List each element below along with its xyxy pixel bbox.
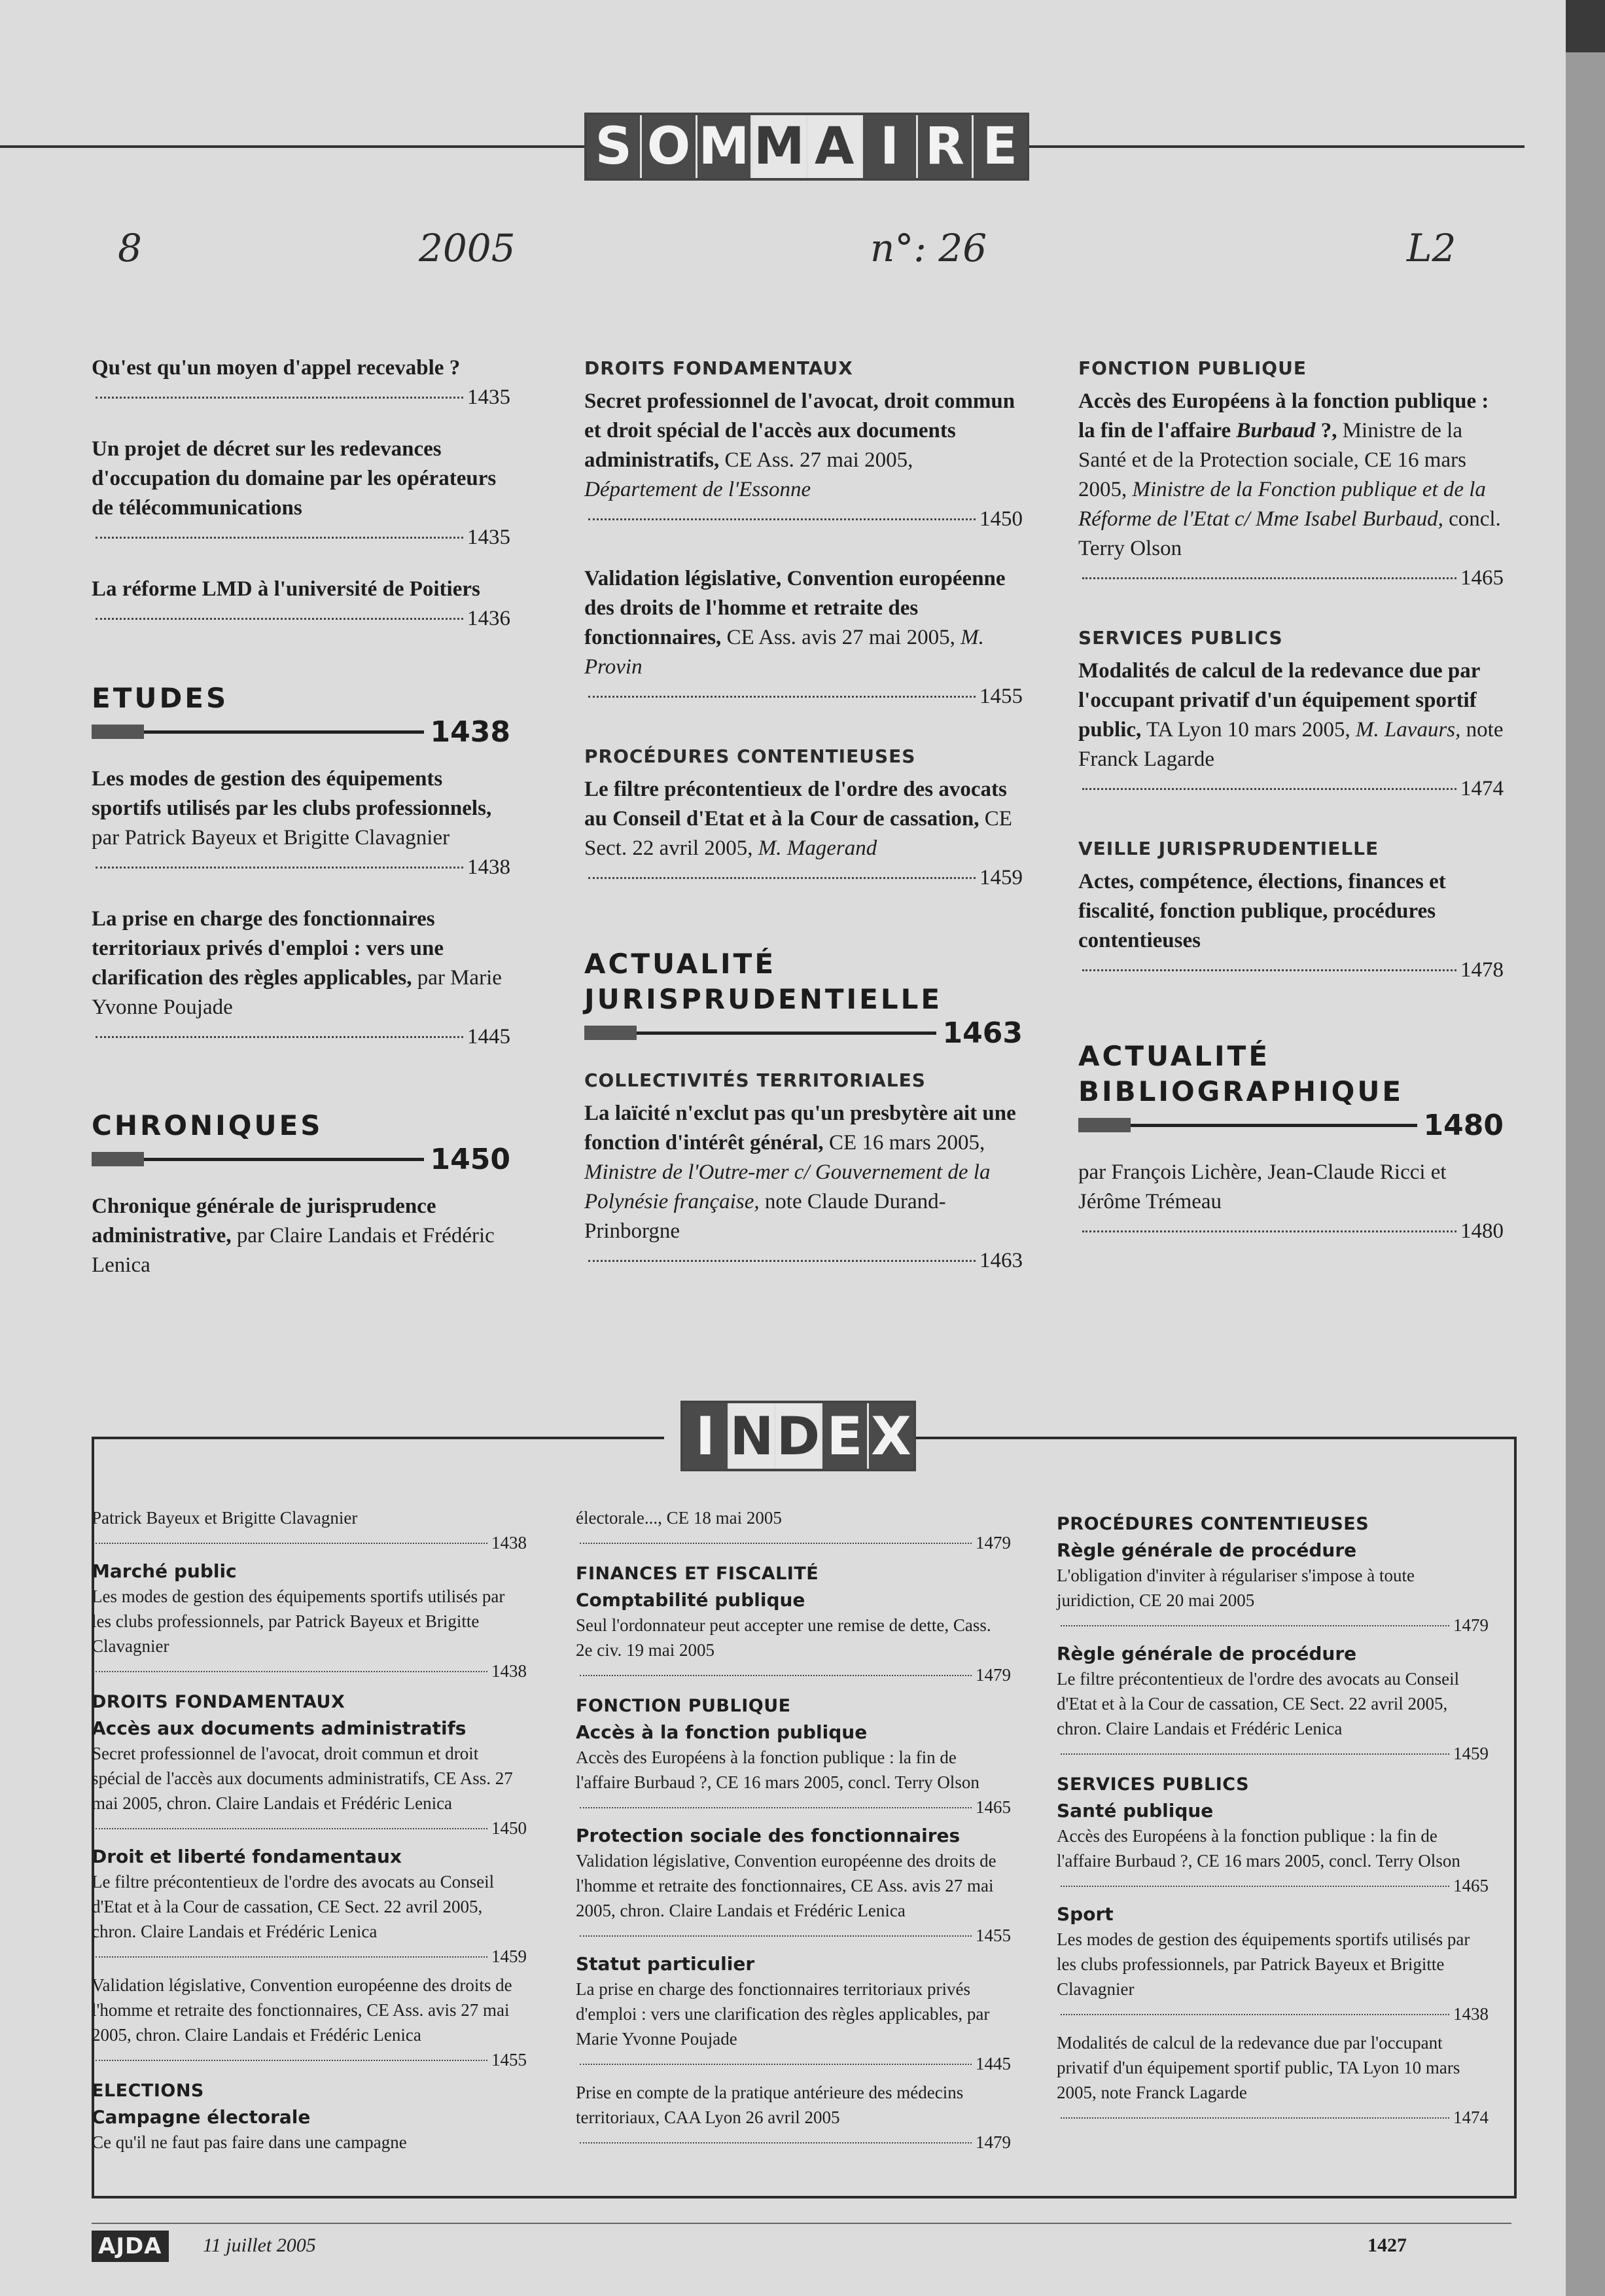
- entry-leader: [584, 863, 1023, 893]
- banner-letter: S: [587, 115, 642, 178]
- index-category: SERVICES PUBLICS: [1057, 1774, 1250, 1795]
- entry-body: [584, 387, 1023, 505]
- rubric: COLLECTIVITÉS TERRITORIALES: [584, 1069, 926, 1091]
- page-edge: [1566, 0, 1605, 2296]
- index-entry-page: 1459: [1453, 1744, 1489, 1763]
- entry-title: La prise en charge des fonctionnaires territoriaux privés d'emploi : vers une clarification des règles applicables,: [92, 907, 444, 990]
- entry-body: [584, 775, 1023, 863]
- dot-leader: [1061, 2117, 1449, 2119]
- section-bar: [584, 1016, 1023, 1050]
- index-entry-page: 1438: [491, 1661, 527, 1681]
- entry-parties: Ministre de l'Outre-mer c/ Gouvernement de la Polynésie française,: [584, 1160, 991, 1213]
- entry-leader: [576, 1530, 1011, 1555]
- index-entry-text: Accès des Européens à la fonction publique : la fin de l'affaire Burbaud ?, CE 16 mars 2005, concl. Terry Olson: [576, 1748, 979, 1792]
- entry-page: 1438: [467, 855, 510, 879]
- entry-leader: [576, 1662, 1011, 1687]
- sommaire-column-2: [584, 353, 1023, 1298]
- entry-page: 1445: [467, 1025, 510, 1049]
- dot-leader: [96, 1828, 487, 1829]
- index-category: DROITS FONDAMENTAUX: [92, 1692, 345, 1712]
- toc-entry[interactable]: [1078, 623, 1504, 804]
- entry-leader: [92, 1816, 527, 1840]
- section-title-line2: JURISPRUDENTIELLE: [584, 983, 943, 1015]
- chroniques-entries: [92, 1192, 510, 1280]
- entry-title: La laïcité n'exclut pas qu'un presbytère ait une fonction d'intérêt général,: [584, 1102, 1016, 1155]
- entry-leader: [92, 2047, 527, 2072]
- entry-text: TA Lyon 10 mars 2005,: [1141, 718, 1356, 742]
- entry-page: 1450: [979, 507, 1023, 531]
- entry-body: [1078, 867, 1504, 956]
- rubric: DROITS FONDAMENTAUX: [584, 357, 853, 379]
- entry-page: 1435: [467, 526, 510, 549]
- section-page-number: 1463: [942, 1016, 1023, 1050]
- entry-author: note Claude Durand-Prinborgne: [584, 1190, 946, 1243]
- entry-title: La réforme LMD à l'université de Poitiers: [92, 577, 480, 601]
- index-entry-text: électorale..., CE 18 mai 2005: [576, 1508, 782, 1528]
- index-banner: [680, 1401, 916, 1471]
- index-entry-text: Les modes de gestion des équipements sportifs utilisés par les clubs professionnels, par Patrick Bayeux et Brigitte Clavagnier: [1057, 1929, 1470, 1999]
- entry-body: [1078, 387, 1504, 564]
- index-entry-text: Seul l'ordonnateur peut accepter une remise de dette, Cass. 2e civ. 19 mai 2005: [576, 1615, 991, 1660]
- index-entry-page: 1465: [976, 1797, 1011, 1817]
- index-entry[interactable]: [92, 1973, 527, 2072]
- entry-parties: M. Provin: [584, 626, 984, 679]
- index-category: FONCTION PUBLIQUE: [576, 1696, 791, 1716]
- dot-leader: [580, 1935, 972, 1937]
- index-entry-text: Accès des Européens à la fonction publique : la fin de l'affaire Burbaud ?, CE 16 mars 2005, concl. Terry Olson: [1057, 1826, 1460, 1871]
- index-entry-page: 1465: [1453, 1876, 1489, 1895]
- index-entry[interactable]: [576, 1505, 1011, 1555]
- index-entry-page: 1455: [976, 1926, 1011, 1945]
- entry-title: Validation législative, Convention européenne des droits de l'homme et retraite des fonctionnaires,: [584, 567, 1006, 649]
- section-page-number: 1450: [430, 1142, 510, 1176]
- toc-entry[interactable]: [92, 905, 510, 1052]
- index-subcategory: Statut particulier: [576, 1953, 755, 1975]
- index-entry[interactable]: [1057, 1823, 1489, 1898]
- dot-leader: [1061, 2014, 1449, 2015]
- entry-leader: [576, 1923, 1011, 1948]
- entry-leader: [92, 1530, 527, 1555]
- index-subcategory: Accès aux documents administratifs: [92, 1717, 467, 1739]
- footer-rule: [92, 2223, 1511, 2224]
- banner-letter: R: [918, 115, 973, 178]
- dot-leader: [588, 696, 976, 698]
- toc-entry[interactable]: [584, 564, 1023, 711]
- index-entry-page: 1479: [976, 1665, 1011, 1685]
- index-subcategory: Protection sociale des fonctionnaires: [576, 1825, 961, 1846]
- entry-line: [92, 1192, 510, 1280]
- etudes-section: [92, 681, 510, 1052]
- index-entry[interactable]: [576, 1848, 1011, 1948]
- banner-letter: O: [642, 115, 697, 178]
- page-corner: [1566, 0, 1605, 52]
- entry-body: [92, 435, 510, 523]
- entry-leader: [1057, 1741, 1489, 1766]
- dot-leader: [1082, 788, 1456, 790]
- entry-parties: Ministre de la Fonction publique et de la Réforme de l'Etat c/ Mme Isabel Burbaud,: [1078, 478, 1486, 531]
- toc-entry[interactable]: [1078, 353, 1504, 593]
- dot-leader: [96, 1543, 487, 1544]
- index-entry[interactable]: [576, 2080, 1011, 2155]
- entry-leader: [576, 1795, 1011, 1820]
- entry-leader: [1057, 1613, 1489, 1638]
- entry-leader: [1078, 774, 1504, 804]
- dot-leader: [96, 537, 463, 539]
- entry-leader: [92, 853, 510, 882]
- entry-leader: [92, 1022, 510, 1052]
- dot-leader: [96, 1671, 487, 1672]
- etudes-entries: [92, 764, 510, 1052]
- banner-letter: M: [697, 115, 752, 178]
- index-entry[interactable]: [92, 1869, 527, 1969]
- index-entry-page: 1450: [491, 1818, 527, 1838]
- entry-title: Modalités de calcul de la redevance due par l'occupant privatif d'un équipement sportif public,: [1078, 659, 1480, 742]
- section-title: ETUDES: [92, 682, 229, 714]
- entry-title-italic: Burbaud: [1236, 419, 1316, 442]
- rubric: PROCÉDURES CONTENTIEUSES: [584, 745, 916, 767]
- entry-page: 1463: [979, 1249, 1023, 1272]
- entry-leader: [1057, 2105, 1489, 2130]
- dot-leader: [1082, 969, 1456, 971]
- index-entry-page: 1438: [1453, 2004, 1489, 2024]
- dot-leader: [1061, 1886, 1449, 1887]
- index-column-3: [1057, 1505, 1489, 2134]
- banner-letter: A: [808, 115, 863, 178]
- dot-leader: [96, 397, 463, 399]
- index-entry[interactable]: [92, 1741, 527, 1840]
- index-entry-page: 1474: [1453, 2108, 1489, 2127]
- index-entry-page: 1479: [976, 2132, 1011, 2152]
- entry-line: [92, 353, 510, 383]
- index-frame-top: [916, 1437, 1514, 1439]
- banner-letter: N: [730, 1403, 776, 1469]
- index-entry-page: 1445: [976, 2054, 1011, 2073]
- dot-leader: [96, 1036, 463, 1038]
- entry-body: [1078, 656, 1504, 774]
- section-title: CHRONIQUES: [92, 1109, 323, 1141]
- index-entry[interactable]: [92, 1505, 527, 1555]
- dot-leader: [580, 2142, 972, 2144]
- index-subcategory: Santé publique: [1057, 1800, 1214, 1821]
- entry-title: Les modes de gestion des équipements sportifs utilisés par les clubs professionnels,: [92, 767, 492, 820]
- index-subcategory: Règle générale de procédure: [1057, 1643, 1357, 1664]
- entry-body: [92, 905, 510, 1022]
- entry-leader: [92, 1659, 527, 1683]
- jurisprudence-blocks: [584, 353, 1023, 893]
- entry-title: Secret professionnel de l'avocat, droit commun et droit spécial de l'accès aux documents administratifs,: [584, 389, 1015, 472]
- page-footer: [92, 2231, 1511, 2270]
- entry-leader: [584, 682, 1023, 711]
- dot-leader: [1082, 577, 1456, 579]
- sommaire-column-3: [1078, 353, 1504, 1268]
- toc-entry[interactable]: [92, 575, 510, 634]
- handwritten-note: L2: [1407, 226, 1456, 270]
- brief-entries: [92, 353, 510, 634]
- index-subcategory: Marché public: [92, 1560, 237, 1582]
- toc-entry[interactable]: [92, 435, 510, 552]
- entry-page: 1478: [1460, 958, 1504, 982]
- entry-parties: Département de l'Essonne: [584, 478, 811, 501]
- entry-leader: [1078, 564, 1504, 593]
- index-subcategory: Accès à la fonction publique: [576, 1721, 868, 1743]
- section-bar: [92, 715, 510, 749]
- index-entry-page: 1438: [491, 1533, 527, 1552]
- index-column-1: [92, 1505, 527, 2159]
- entry-leader: [1078, 956, 1504, 985]
- index-entry[interactable]: [576, 1977, 1011, 2076]
- sommaire-banner: [584, 113, 1029, 181]
- index-entry-page: 1459: [491, 1946, 527, 1966]
- entry-line: [92, 435, 510, 523]
- section-title-line1: ACTUALITÉ: [584, 948, 777, 980]
- dot-leader: [1061, 1625, 1449, 1626]
- index-entry[interactable]: [576, 1745, 1011, 1820]
- dot-leader: [580, 1543, 972, 1544]
- toc-entry[interactable]: [92, 1192, 510, 1280]
- entry-body: [92, 353, 460, 383]
- entry-body: [584, 564, 1023, 682]
- entry-body: [92, 764, 510, 853]
- journal-logo: AJDA: [92, 2231, 169, 2262]
- chroniques-section: [92, 1108, 510, 1280]
- index-subcategory: Sport: [1057, 1903, 1114, 1925]
- index-category: PROCÉDURES CONTENTIEUSES: [1057, 1514, 1369, 1534]
- entry-leader: [92, 383, 510, 412]
- toc-entry[interactable]: [92, 764, 510, 882]
- entry-leader: [92, 523, 510, 552]
- entry-line: [92, 575, 510, 604]
- index-entry[interactable]: [1057, 2030, 1489, 2130]
- entry-leader: [584, 505, 1023, 534]
- actualite-jurisprudentielle-section: [584, 946, 1023, 1276]
- banner-letter: E: [822, 1403, 869, 1469]
- entry-text: par François Lichère, Jean-Claude Ricci et Jérôme Trémeau: [1078, 1160, 1447, 1213]
- entry-leader: [576, 2051, 1011, 2076]
- entry-text: par Patrick Bayeux et Brigitte Clavagnier: [92, 826, 450, 850]
- index-entry-text: Le filtre précontentieux de l'ordre des avocats au Conseil d'Etat et à la Cour de cassation, CE Sect. 22 avril 2005, chron. Claire Landais et Frédéric Lenica: [92, 1872, 495, 1941]
- toc-entry[interactable]: [92, 353, 510, 412]
- toc-entry[interactable]: [584, 353, 1023, 534]
- section-title-line1: ACTUALITÉ: [1078, 1040, 1271, 1072]
- index-entry-text: Prise en compte de la pratique antérieure des médecins territoriaux, CAA Lyon 26 avril 2005: [576, 2083, 964, 2127]
- entry-body: [92, 1192, 510, 1280]
- dot-leader: [580, 1675, 972, 1676]
- rubric: VEILLE JURISPRUDENTIELLE: [1078, 838, 1379, 859]
- entry-leader: [92, 1944, 527, 1969]
- index-entry-page: 1479: [976, 1533, 1011, 1552]
- dot-leader: [1061, 1753, 1449, 1755]
- index-column-2: [576, 1505, 1011, 2159]
- index-entry-text: Validation législative, Convention européenne des droits de l'homme et retraite des fonctionnaires, CE Ass. avis 27 mai 2005, chron. Claire Landais et Frédéric Lenica: [92, 1975, 512, 2045]
- handwritten-note: 2005: [419, 226, 516, 270]
- toc-entry[interactable]: [584, 1099, 1023, 1276]
- sommaire-column-1: [92, 353, 510, 1302]
- index-entry-text: L'obligation d'inviter à régulariser s'impose à toute juridiction, CE 20 mai 2005: [1057, 1566, 1415, 1610]
- jurisprudence-blocks: [1078, 353, 1504, 985]
- index-subcategory: Campagne électorale: [92, 2106, 311, 2128]
- entry-title: Qu'est qu'un moyen d'appel recevable ?: [92, 356, 461, 380]
- entry-text: Ministre de la Santé et de la Protection sociale, CE 16 mars 2005,: [1078, 419, 1466, 501]
- dot-leader: [96, 1956, 487, 1958]
- entry-page: 1459: [979, 866, 1023, 889]
- entry-leader: [1057, 1873, 1489, 1898]
- entry-page: 1435: [467, 386, 510, 409]
- entry-leader: [92, 604, 510, 634]
- index-category: FINANCES ET FISCALITÉ: [576, 1564, 819, 1584]
- handwritten-note: 8: [118, 226, 142, 270]
- entry-page: 1455: [979, 685, 1023, 708]
- toc-entry[interactable]: [584, 742, 1023, 893]
- index-subcategory: Droit et liberté fondamentaux: [92, 1846, 402, 1867]
- entry-page: 1465: [1460, 566, 1504, 590]
- dot-leader: [580, 2064, 972, 2065]
- dot-leader: [588, 877, 976, 879]
- index-entry-text: Modalités de calcul de la redevance due par l'occupant privatif d'un équipement sportif public, TA Lyon 10 mars 2005, note Franck Lagarde: [1057, 2033, 1460, 2102]
- entry-leader: [1057, 2001, 1489, 2026]
- index-entry-text: Les modes de gestion des équipements sportifs utilisés par les clubs professionnels, par Patrick Bayeux et Brigitte Clavagnier: [92, 1587, 505, 1656]
- entry-line: [92, 764, 510, 853]
- index-frame-top: [92, 1437, 664, 1439]
- banner-letter: X: [869, 1403, 913, 1469]
- index-entry[interactable]: [1057, 1563, 1489, 1638]
- index-entry-page: 1479: [1453, 1615, 1489, 1635]
- index-entry-text: Validation législative, Convention européenne des droits de l'homme et retraite des fonctionnaires, CE Ass. avis 27 mai 2005, chron. Claire Landais et Frédéric Lenica: [576, 1851, 997, 1920]
- index-entry[interactable]: [92, 2130, 527, 2155]
- entry-title-end: ?,: [1315, 419, 1337, 442]
- section-page-number: 1438: [430, 715, 510, 749]
- banner-letter: I: [683, 1403, 730, 1469]
- actualite-bibliographique-section: [1078, 1039, 1504, 1246]
- dot-leader: [588, 518, 976, 520]
- index-entry-text: Secret professionnel de l'avocat, droit commun et droit spécial de l'accès aux documents administratifs, CE Ass. 27 mai 2005, chron. Claire Landais et Frédéric Lenica: [92, 1744, 513, 1813]
- toc-entry[interactable]: [1078, 1158, 1504, 1246]
- page-number: 1427: [1367, 2234, 1407, 2256]
- index-category: ELECTIONS: [92, 2081, 204, 2101]
- entry-text: par Marie Yvonne Poujade: [92, 966, 502, 1019]
- index-entry[interactable]: [1057, 1666, 1489, 1766]
- entry-page: 1474: [1460, 777, 1504, 800]
- index-entry-text: La prise en charge des fonctionnaires territoriaux privés d'emploi : vers une clarification des règles applicables, par Marie Yvonne Poujade: [576, 1979, 990, 2049]
- rubric: SERVICES PUBLICS: [1078, 627, 1283, 649]
- section-title-line2: BIBLIOGRAPHIQUE: [1078, 1075, 1404, 1107]
- issue-date: 11 juillet 2005: [203, 2234, 316, 2256]
- entry-text: CE 16 mars 2005,: [823, 1131, 985, 1155]
- entry-title: Chronique générale de jurisprudence administrative,: [92, 1194, 436, 1247]
- entry-title: Le filtre précontentieux de l'ordre des avocats au Conseil d'Etat et à la Cour de cassation,: [584, 778, 1007, 831]
- entry-page: 1480: [1460, 1219, 1504, 1243]
- entry-text: CE Sect. 22 avril 2005,: [584, 807, 1012, 860]
- entry-text: CE Ass. 27 mai 2005,: [719, 448, 913, 472]
- entry-parties: M. Magerand: [758, 836, 877, 860]
- index-subcategory: Règle générale de procédure: [1057, 1539, 1357, 1561]
- banner-letter: D: [776, 1403, 822, 1469]
- banner-letter: M: [752, 115, 807, 178]
- entry-text: CE Ass. avis 27 mai 2005,: [721, 626, 961, 649]
- section-page-number: 1480: [1423, 1108, 1504, 1142]
- entry-author: concl. Terry Olson: [1078, 507, 1501, 560]
- banner-letter: I: [863, 115, 918, 178]
- entry-title: Accès des Européens à la fonction publique : la fin de l'affaire: [1078, 389, 1489, 442]
- entry-leader: [576, 2130, 1011, 2155]
- banner-letter: E: [974, 115, 1027, 178]
- section-bar: [92, 1142, 510, 1176]
- index-entry[interactable]: [576, 1613, 1011, 1687]
- rubric: FONCTION PUBLIQUE: [1078, 357, 1307, 379]
- handwritten-note: n°: 26: [870, 226, 987, 270]
- entry-text: par Claire Landais et Frédéric Lenica: [92, 1224, 495, 1277]
- entry-title: Actes, compétence, élections, finances et fiscalité, fonction publique, procédures contentieuses: [1078, 870, 1446, 952]
- entry-page: 1436: [467, 607, 510, 630]
- index-entry[interactable]: [1057, 1927, 1489, 2026]
- index-entry-text: Ce qu'il ne faut pas faire dans une campagne: [92, 2132, 407, 2152]
- entry-body: [92, 575, 480, 604]
- entry-parties: M. Lavaurs,: [1355, 718, 1461, 742]
- index-subcategory: Comptabilité publique: [576, 1589, 805, 1611]
- dot-leader: [580, 1807, 972, 1808]
- index-entry-text: Le filtre précontentieux de l'ordre des avocats au Conseil d'Etat et à la Cour de cassation, CE Sect. 22 avril 2005, chron. Claire Landais et Frédéric Lenica: [1057, 1669, 1460, 1738]
- dot-leader: [96, 2060, 487, 2061]
- section-bar: [1078, 1108, 1504, 1142]
- dot-leader: [96, 618, 463, 620]
- index-entry-page: 1455: [491, 2050, 527, 2070]
- entry-title: Un projet de décret sur les redevances d'occupation du domaine par les opérateurs de télécommunications: [92, 437, 497, 520]
- entry-line: [92, 905, 510, 1022]
- entry-author: note Franck Lagarde: [1078, 718, 1504, 771]
- index-entry-text: Patrick Bayeux et Brigitte Clavagnier: [92, 1508, 358, 1528]
- index-entry[interactable]: [92, 1584, 527, 1683]
- dot-leader: [96, 867, 463, 869]
- toc-entry[interactable]: [1078, 834, 1504, 985]
